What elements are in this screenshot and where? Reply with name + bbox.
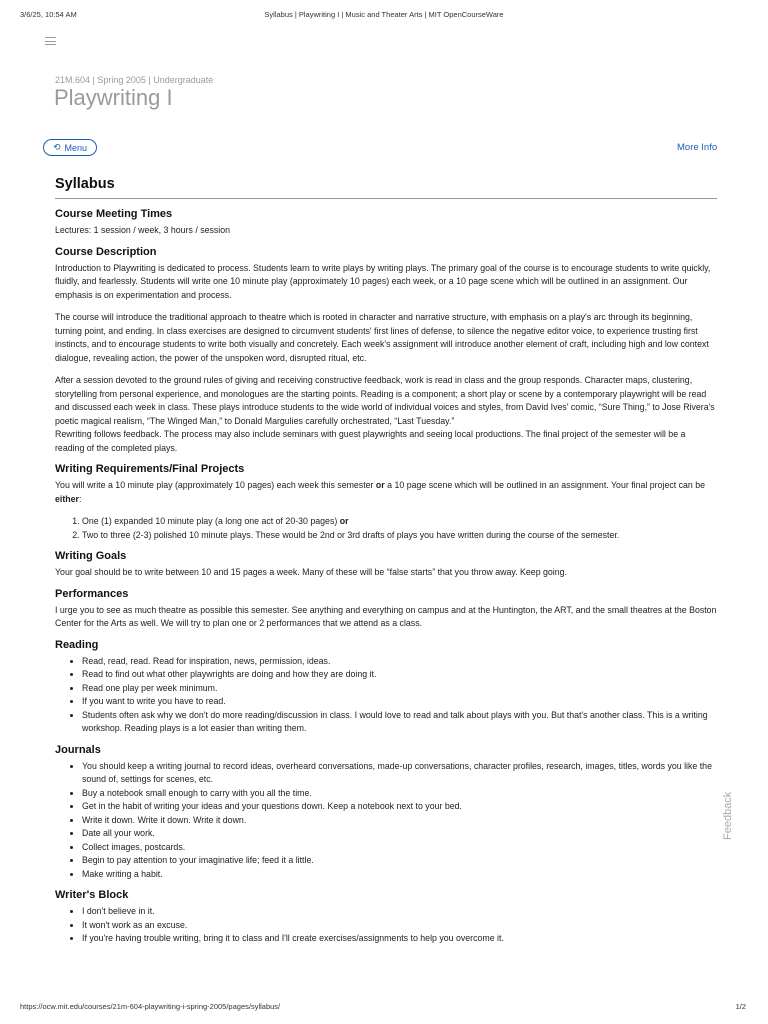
requirements-intro-a: You will write a 10 minute play (approximately 10 pages) each week this semester [55,480,376,490]
course-meta: 21M.604 | Spring 2005 | Undergraduate [55,75,214,85]
list-item: • If you want to write you have to read. [82,695,717,709]
block-heading: Writer's Block [55,889,129,901]
refresh-icon: ⟲ [52,142,61,152]
description-p3 [55,374,717,455]
requirements-list [55,515,717,542]
reading-heading: Reading [55,638,99,651]
list-item: • It won't work as an excuse. [82,919,717,933]
list-item: • Begin to pay attention to your imaginative life; feed it a little. [82,854,717,868]
description-p3b: Rewriting follows feedback. The process may also include seminars with guest playwrights and seeing local productions. The final project of the semester will be a reading of the completed plays. [55,429,686,453]
description-p3a: After a session devoted to the ground rules of giving and receiving constructive feedback, work is read in class and the group responds. Character maps, clustering, storytelling from personal experience, and monologues are the starting points. Reading is a component; a short play or scene by a contemporary playwright will be read and discussed each week in class. These plays introduce students to the wide world of individual voices and styles, from David Ives' comic, “Sure Thing,” to Jose Rivera's poetic magical realism, “The Winged Man,” to Donald Margulies carefully orchestrated, “Last Tuesday.” [55,375,715,426]
list-item: • Date all your work. [82,827,717,841]
requirements-heading: Writing Requirements/Final Projects [55,463,245,475]
requirements-intro [55,479,717,506]
requirements-item1: One (1) expanded 10 minute play (a long one act of 20-30 pages) [82,516,340,526]
print-page-number: 1/2 [735,1002,746,1011]
list-item: • Read one play per week minimum. [82,682,717,696]
menu-button-label: Menu [64,142,88,153]
course-title: Playwriting I [54,85,173,110]
description-heading: Course Description [55,245,157,258]
list-item: • Read, read, read. Read for inspiration, news, permission, ideas. [82,655,717,669]
description-p1: Introduction to Playwriting is dedicated to process. Students learn to write plays by writing plays. The primary goal of the course is to encourage students to write quickly, fluidly, and fearlessly. Students will write one 10 minute play (approximately 10 pages) each week, or a 10 page scene which will be outlined in an assignment. Our emphasis is on experimentation and process. [55,262,711,300]
more-info-link[interactable]: More Info [677,142,718,153]
performances-heading: Performances [55,587,129,600]
performances-text: I urge you to see as much theatre as possible this semester. See anything and everything on campus and at the Huntington, the ART, and the small theatres at the Boston Center for the Arts as well. We will try to plan one or 2 performances that we attend as a class. [55,604,717,628]
list-item: 2. Two to three (2-3) polished 10 minute plays. These would be 2nd or 3rd drafts of plays you have written during the course of the semester. [82,529,717,543]
meeting-text: Lectures: 1 session / week, 3 hours / session [55,225,231,235]
print-url: https://ocw.mit.edu/courses/21m-604-playwriting-i-spring-2005/pages/syllabus/ [20,1002,281,1011]
print-datetime: 3/6/25, 10:54 AM [20,10,77,19]
list-item [82,515,717,529]
hamburger-icon[interactable] [45,36,57,46]
meeting-heading: Course Meeting Times [55,208,173,220]
list-item: • You should keep a writing journal to record ideas, overheard conversations, made-up conversations, character profiles, research, images, titles, words you like the sound of, settings for scenes, etc. [82,760,717,787]
requirements-intro-either: either [55,493,79,504]
syllabus-content [55,176,717,950]
list-item: • Write it down. Write it down. Write it down. [82,814,717,828]
list-item: • Make writing a habit. [82,868,717,882]
list-item: • Buy a notebook small enough to carry with you all the time. [82,787,717,801]
list-item: • If you're having trouble writing, bring it to class and I'll create exercises/assignments to help you overcome it. [82,932,717,946]
list-item: • Collect images, postcards. [82,841,717,855]
goals-heading: Writing Goals [55,550,127,562]
description-p2: The course will introduce the traditional approach to theatre which is rooted in character and narrative structure, with emphasis on a play's arc through its beginning, turning point, and ending. In class exercises are designed to circumvent students' first lines of defense, to silence the negative editor voice, to experience trusting first instincts, and to encourage students to write both visually and concretely. Each week's assignment will introduce another element of craft, including high and low context dialogue, revealing action, the power of the unspoken word, disrupted ritual, etc. [55,312,709,363]
requirements-intro-or: or [375,480,385,490]
requirements-item1-or: or [339,516,349,526]
reading-list [55,655,717,736]
block-list [55,905,717,946]
list-item: • Read to find out what other playwrights are doing and how they are doing it. [82,668,717,682]
page-title: Syllabus [55,176,717,199]
requirements-intro-b: a 10 page scene which will be outlined in an assignment. Your final project can be [384,480,706,490]
journals-list [55,760,717,882]
journals-heading: Journals [55,743,101,756]
goals-text: Your goal should be to write between 10 and 15 pages a week. Many of these will be “false starts” that you throw away. Keep going. [55,567,567,577]
print-header [0,10,768,22]
menu-button[interactable] [43,139,97,156]
list-item: • Students often ask why we don't do more reading/discussion in class. I would love to read and talk about plays with you. But that's another class. This is a writing workshop. Reading plays is a lot easier than writing them. [82,709,717,736]
list-item: • Get in the habit of writing your ideas and your questions down. Keep a notebook next to your bed. [82,800,717,814]
print-page-title: Syllabus | Playwriting I | Music and Theater Arts | MIT OpenCourseWare [264,10,504,19]
list-item: • I don't believe in it. [82,905,717,919]
requirements-intro-c: : [78,493,82,504]
feedback-tab[interactable]: Feedback [722,791,734,840]
